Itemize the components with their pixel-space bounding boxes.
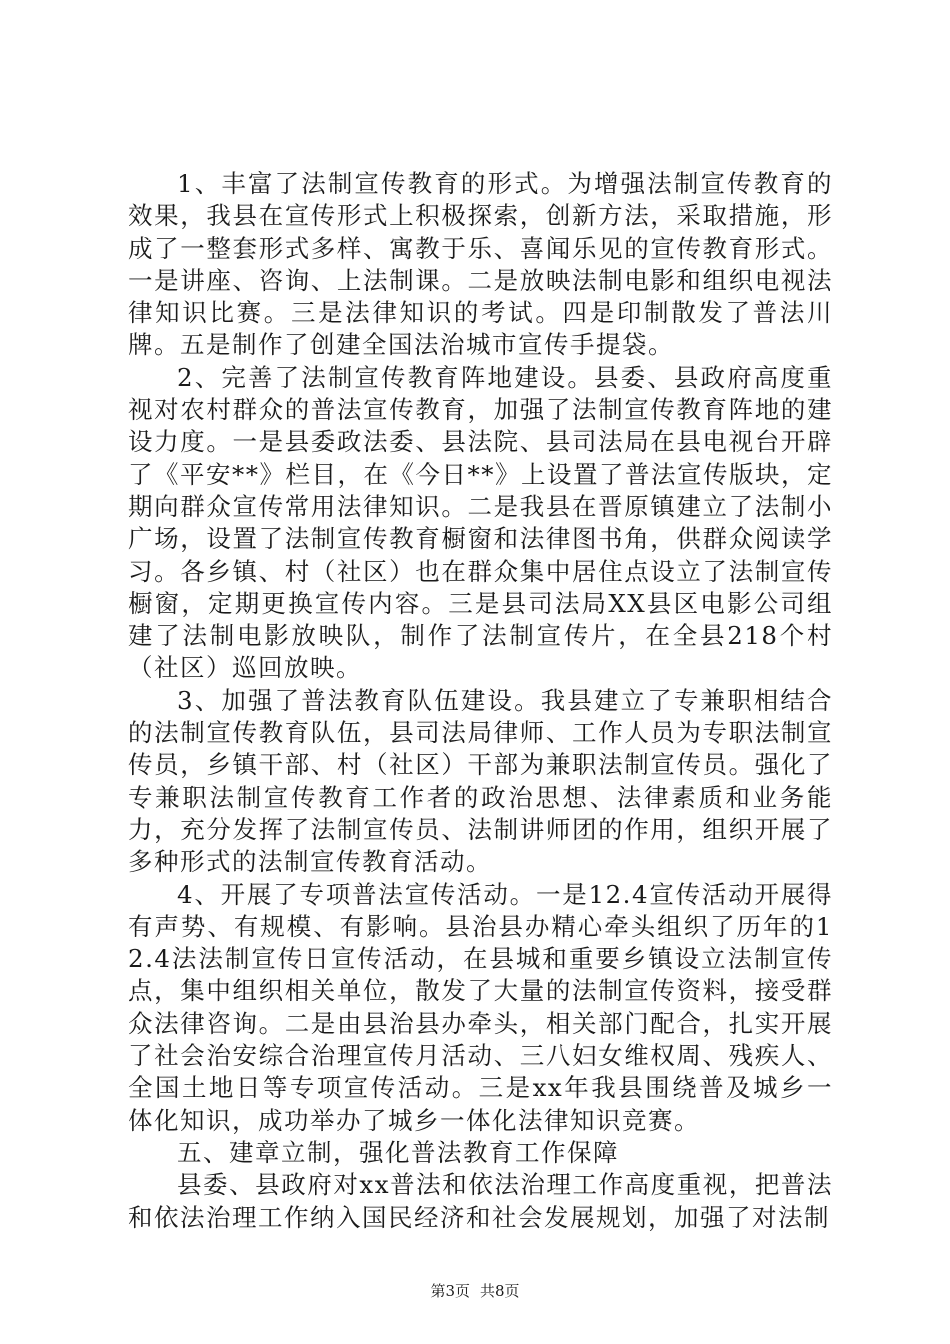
paragraph-2: 2、完善了法制宣传教育阵地建设。县委、县政府高度重视对农村群众的普法宣传教育，加强了法制宣传教育阵地的建设力度。一是县委政法委、县法院、县司法局在县电视台开辟了《平安**》栏目，在《今日**》上设置了普法宣传版块，定期向群众宣传常用法律知识。二是我县在晋原镇建立了法制小广场，设置了法制宣传教育橱窗和法律图书角，供群众阅读学习。各乡镇、村（社区）也在群众集中居住点设立了法制宣传橱窗，定期更换宣传内容。三是县司法局XX县区电影公司组建了法制电影放映队，制作了法制宣传片，在全县218个村（社区）巡回放映。	[128, 362, 833, 683]
paragraph-1: 1、丰富了法制宣传教育的形式。为增强法制宣传教育的效果，我县在宣传形式上积极探索，创新方法，采取措施，形成了一整套形式多样、寓教于乐、喜闻乐见的宣传教育形式。一是讲座、咨询、上法制课。二是放映法制电影和组织电视法律知识比赛。三是法律知识的考试。四是印制散发了普法川牌。五是制作了创建全国法治城市宣传手提袋。	[128, 169, 833, 360]
section-heading: 五、建章立制，强化普法教育工作保障	[177, 1137, 619, 1167]
page-number-total: 共8页	[480, 1282, 520, 1300]
page-footer	[0, 1281, 950, 1301]
document-body	[128, 168, 833, 1234]
page-number-current: 第3页	[430, 1282, 470, 1300]
paragraph-3: 3、加强了普法教育队伍建设。我县建立了专兼职相结合的法制宣传教育队伍，县司法局律师、工作人员为专职法制宣传员，乡镇干部、村（社区）干部为兼职法制宣传员。强化了专兼职法制宣传教育工作者的政治思想、法律素质和业务能力，充分发挥了法制宣传员、法制讲师团的作用，组织开展了多种形式的法制宣传教育活动。	[128, 685, 833, 877]
paragraph-5: 县委、县政府对xx普法和依法治理工作高度重视，把普法和依法治理工作纳入国民经济和社会发展规划，加强了对法制	[128, 1170, 833, 1232]
paragraph-4: 4、开展了专项普法宣传活动。一是12.4宣传活动开展得有声势、有规模、有影响。县治县办精心牵头组织了历年的12.4法法制宣传日宣传活动，在县城和重要乡镇设立法制宣传点，集中组织相关单位，散发了大量的法制宣传资料，接受群众法律咨询。二是由县治县办牵头，相关部门配合，扎实开展了社会治安综合治理宣传月活动、三八妇女维权周、残疾人、全国土地日等专项宣传活动。三是xx年我县围绕普及城乡一体化知识，成功举办了城乡一体化法律知识竞赛。	[128, 879, 833, 1135]
